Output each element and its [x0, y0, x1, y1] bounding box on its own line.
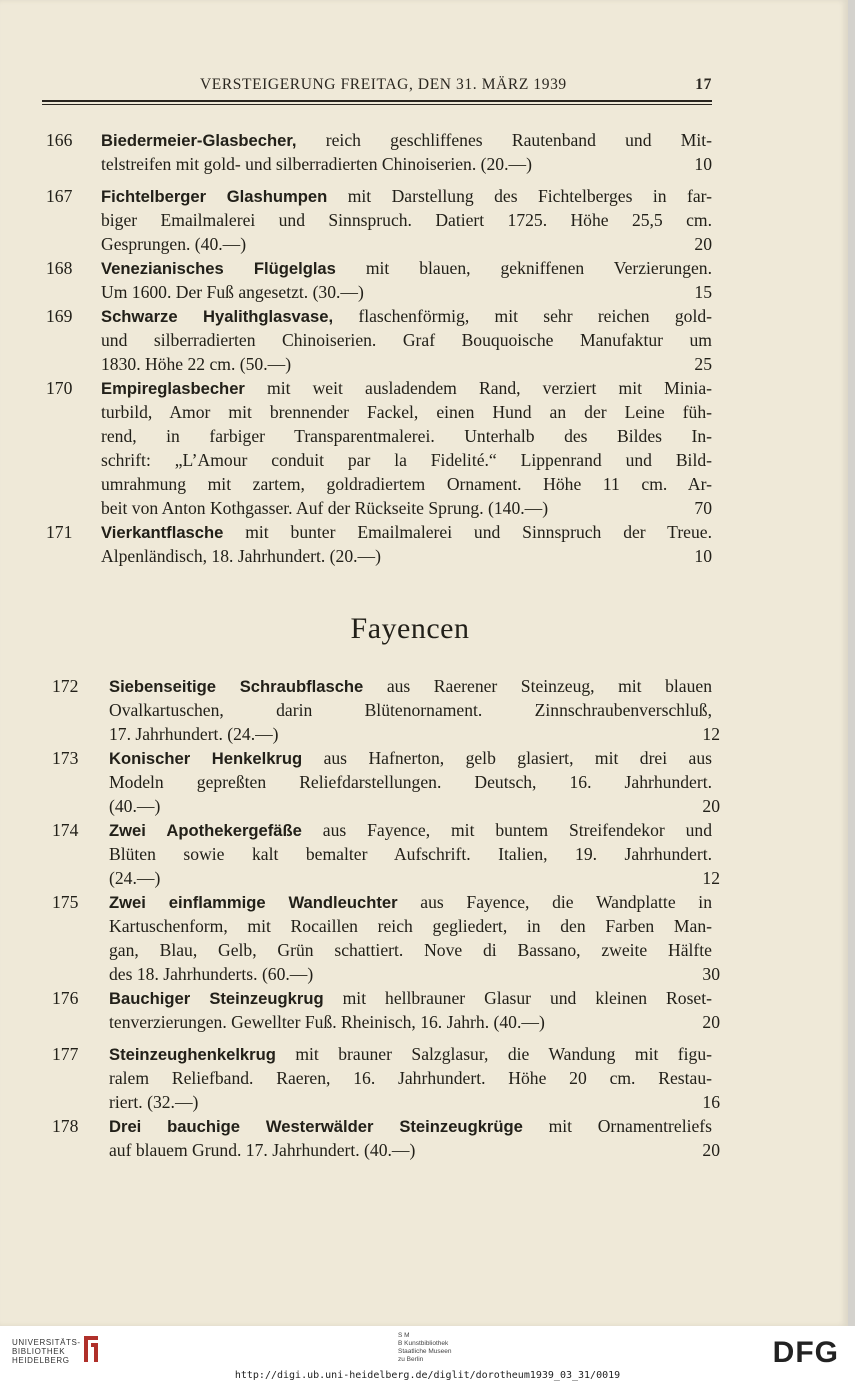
entry-line: [101, 544, 381, 568]
catalog-entry: [0, 890, 760, 986]
item-description: mit bunter Emailmalerei und Sinnspruch der Treue.: [223, 522, 712, 542]
lot-number: 169: [46, 306, 73, 326]
entry-line: [101, 128, 712, 153]
catalog-entry: [0, 818, 760, 890]
library-logo-line: HEIDELBERG: [12, 1356, 70, 1365]
library-logo[interactable]: [12, 1338, 81, 1365]
entry-line: [101, 256, 712, 281]
lot-number: 177: [52, 1044, 79, 1064]
lot-number: 170: [46, 378, 73, 398]
entry-line: [109, 1066, 712, 1090]
lot-number: 176: [52, 988, 79, 1008]
item-title: Venezianisches Flügelglas: [101, 259, 336, 278]
item-description: schrift: „L’Amour conduit par la Fidelité.“ Lippenrand und Bild-: [101, 450, 712, 470]
catalog-entry: [0, 128, 760, 176]
item-title: Bauchiger Steinzeugkrug: [109, 989, 324, 1008]
entry-line: [101, 280, 364, 304]
item-description: aus Fayence, die Wandplatte in: [397, 892, 712, 912]
item-title: Siebenseitige Schraubflasche: [109, 677, 364, 696]
entry-line: [101, 400, 712, 424]
page-url-link[interactable]: http://digi.ub.uni-heidelberg.de/diglit/dorotheum1939_03_31/0019: [234, 1370, 621, 1381]
estimate-price: 10: [694, 546, 712, 566]
entry-line: [109, 938, 712, 962]
library-logo-line: UNIVERSITÄTS-: [12, 1338, 81, 1347]
entry-line: [109, 890, 712, 915]
estimate-price: 16: [702, 1092, 720, 1112]
item-title: Fichtelberger Glashumpen: [101, 187, 328, 206]
estimate-price: 20: [694, 234, 712, 254]
item-description: mit blauen, gekniffenen Verzierungen.: [335, 258, 712, 278]
catalog-entry: [0, 1114, 760, 1162]
item-description: mit brauner Salzglasur, die Wandung mit figu-: [275, 1044, 712, 1064]
entry-line: [109, 842, 712, 866]
section-title: Fayencen: [350, 612, 470, 645]
entry-line: [109, 1010, 545, 1034]
entry-line: [101, 472, 712, 496]
museum-logo-line: S M: [398, 1332, 410, 1339]
item-description: und silberradierten Chinoiserien. Graf Bouquoische Manufaktur um: [101, 330, 712, 350]
item-description: biger Emailmalerei und Sinnspruch. Datiert 1725. Höhe 25,5 cm.: [101, 210, 712, 230]
entry-line: [109, 962, 313, 986]
item-description: flaschenförmig, mit sehr reichen gold-: [333, 306, 712, 326]
entry-line: [109, 674, 712, 699]
entry-line: [101, 304, 712, 329]
entry-line: [101, 376, 712, 401]
entry-line: [109, 866, 160, 890]
entry-line: [109, 722, 279, 746]
item-description: (40.—): [109, 796, 161, 816]
item-title: Vierkantflasche: [101, 523, 224, 542]
entry-line: [109, 1138, 415, 1162]
estimate-price: 12: [702, 724, 720, 744]
item-title: Zwei einflammige Wandleuchter: [109, 893, 398, 912]
item-title: Schwarze Hyalithglasvase,: [101, 307, 334, 326]
item-description: mit Ornamentreliefs: [522, 1116, 712, 1136]
estimate-price: 15: [694, 282, 712, 302]
header-rule-thin: [42, 104, 712, 105]
entry-line: [101, 208, 712, 232]
catalog-entry: [0, 376, 760, 520]
catalog-entry: [0, 256, 760, 304]
item-description: aus Hafnerton, gelb glasiert, mit drei aus: [302, 748, 712, 768]
item-title: Steinzeughenkelkrug: [109, 1045, 276, 1064]
entry-line: [109, 746, 712, 771]
estimate-price: 20: [702, 1140, 720, 1160]
estimate-price: 25: [694, 354, 712, 374]
lot-number: 168: [46, 258, 73, 278]
item-description: Ovalkartuschen, darin Blütenornament. Zinnschraubenverschluß,: [109, 700, 712, 720]
item-description: auf blauem Grund. 17. Jahrhundert. (40.—): [109, 1140, 416, 1160]
item-description: aus Fayence, mit buntem Streifendekor und: [301, 820, 713, 840]
entry-line: [109, 818, 712, 843]
item-title: Biedermeier-Glasbecher,: [101, 131, 297, 150]
library-emblem-icon: [80, 1334, 102, 1364]
item-description: Alpenländisch, 18. Jahrhundert. (20.—): [101, 546, 381, 566]
museum-logo[interactable]: [398, 1332, 451, 1364]
catalog-entry: [0, 184, 760, 256]
item-description: Modeln gepreßten Reliefdarstellungen. Deutsch, 16. Jahrhundert.: [109, 772, 712, 792]
item-description: mit weit ausladendem Rand, verziert mit Minia-: [244, 378, 712, 398]
item-description: Gesprungen. (40.—): [101, 234, 247, 254]
item-title: Zwei Apothekergefäße: [109, 821, 302, 840]
entry-line: [101, 232, 246, 256]
entry-line: [101, 496, 548, 520]
catalog-entry: [0, 674, 760, 746]
item-description: Blüten sowie kalt bemalter Aufschrift. Italien, 19. Jahrhundert.: [109, 844, 712, 864]
museum-logo-line: B Kunstbibliothek: [398, 1340, 449, 1347]
entry-line: [101, 520, 712, 545]
entry-line: [109, 1114, 712, 1139]
item-description: umrahmung mit zartem, goldradiertem Ornament. Höhe 11 cm. Ar-: [101, 474, 712, 494]
entry-line: [101, 152, 532, 176]
entry-line: [109, 1090, 198, 1114]
catalog-entry: [0, 304, 760, 376]
lot-number: 175: [52, 892, 79, 912]
dfg-logo[interactable]: DFG: [772, 1336, 839, 1369]
item-description: beit von Anton Kothgasser. Auf der Rückseite Sprung. (140.—): [101, 498, 549, 518]
item-description: ralem Reliefband. Raeren, 16. Jahrhundert. Höhe 20 cm. Restau-: [109, 1068, 712, 1088]
item-description: reich geschliffenes Rautenband und Mit-: [296, 130, 712, 150]
catalog-entry: [0, 986, 760, 1034]
museum-logo-line: zu Berlin: [398, 1356, 424, 1363]
estimate-price: 10: [694, 154, 712, 174]
estimate-price: 20: [702, 1012, 720, 1032]
item-description: tenverzierungen. Gewellter Fuß. Rheinisch, 16. Jahrh. (40.—): [109, 1012, 545, 1032]
item-description: 1830. Höhe 22 cm. (50.—): [101, 354, 292, 374]
header-rule-thick: [42, 100, 712, 102]
item-description: aus Raerener Steinzeug, mit blauen: [363, 676, 712, 696]
lot-number: 174: [52, 820, 79, 840]
entry-line: [109, 698, 712, 722]
item-title: Empireglasbecher: [101, 379, 245, 398]
item-description: des 18. Jahrhunderts. (60.—): [109, 964, 314, 984]
entry-line: [101, 328, 712, 352]
entry-line: [109, 1042, 712, 1067]
item-title: Drei bauchige Westerwälder Steinzeugkrüge: [109, 1117, 523, 1136]
entry-line: [101, 352, 291, 376]
entry-line: [109, 770, 712, 794]
entry-line: [101, 424, 712, 448]
item-description: mit hellbrauner Glasur und kleinen Roset-: [323, 988, 712, 1008]
estimate-price: 12: [702, 868, 720, 888]
footer-bar: [0, 1326, 855, 1387]
item-description: rend, in farbiger Transparentmalerei. Unterhalb des Bildes In-: [101, 426, 712, 446]
item-description: Kartuschenform, mit Rocaillen reich gegliedert, in den Farben Man-: [109, 916, 712, 936]
lot-number: 172: [52, 676, 79, 696]
item-description: (24.—): [109, 868, 161, 888]
item-description: gan, Blau, Gelb, Grün schattiert. Nove di Bassano, zweite Hälfte: [109, 940, 712, 960]
lot-number: 173: [52, 748, 79, 768]
item-description: turbild, Amor mit brennender Fackel, einen Hund an der Leine füh-: [101, 402, 712, 422]
lot-number: 178: [52, 1116, 79, 1136]
estimate-price: 30: [702, 964, 720, 984]
catalog-entry: [0, 1042, 760, 1114]
lot-number: 171: [46, 522, 73, 542]
item-title: Konischer Henkelkrug: [109, 749, 303, 768]
estimate-price: 20: [702, 796, 720, 816]
lot-number: 167: [46, 186, 73, 206]
item-description: 17. Jahrhundert. (24.—): [109, 724, 279, 744]
catalog-entry: [0, 520, 760, 568]
entry-line: [109, 914, 712, 938]
entry-line: [101, 184, 712, 209]
entry-line: [109, 794, 160, 818]
item-description: Um 1600. Der Fuß angesetzt. (30.—): [101, 282, 364, 302]
item-description: riert. (32.—): [109, 1092, 199, 1112]
estimate-price: 70: [694, 498, 712, 518]
library-logo-line: BIBLIOTHEK: [12, 1347, 66, 1356]
museum-logo-line: Staatliche Museen: [398, 1348, 452, 1355]
lot-number: 166: [46, 130, 73, 150]
item-description: telstreifen mit gold- und silberradierten Chinoiserien. (20.—): [101, 154, 532, 174]
running-head-title: VERSTEIGERUNG FREITAG, DEN 31. MÄRZ 1939: [200, 76, 567, 93]
catalog-entry: [0, 746, 760, 818]
item-description: mit Darstellung des Fichtelberges in far-: [327, 186, 712, 206]
entry-line: [109, 986, 712, 1011]
page-number: 17: [695, 76, 712, 93]
entry-line: [101, 448, 712, 472]
